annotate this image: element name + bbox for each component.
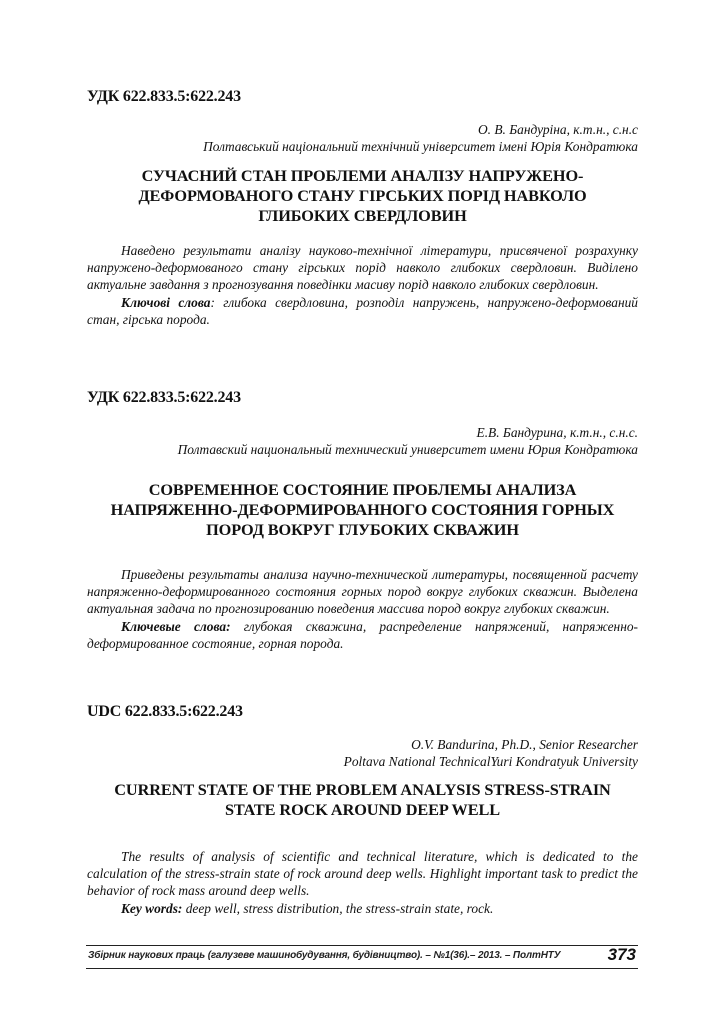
abstract-uk xyxy=(87,242,638,328)
udc-code-uk: УДК 622.833.5:622.243 xyxy=(87,88,241,105)
title-line: НАПРЯЖЕННО-ДЕФОРМИРОВАННОГО СОСТОЯНИЯ ГОРНЫХ xyxy=(110,500,615,519)
title-line: STATE ROCK AROUND DEEP WELL xyxy=(224,800,501,819)
title-line: CURRENT STATE OF THE PROBLEM ANALYSIS STRESS-STRAIN xyxy=(114,780,611,799)
abstract-ru xyxy=(87,566,638,652)
title-line: ПОРОД ВОКРУГ ГЛУБОКИХ СКВАЖИН xyxy=(206,520,519,539)
keywords-label: Ключові слова xyxy=(121,294,211,310)
affiliation-ru: Полтавский национальный технический университет имени Юрия Кондратюка xyxy=(177,442,638,457)
affiliation-en: Poltava National TechnicalYuri Kondratyuk University xyxy=(343,754,638,769)
page-number: 373 xyxy=(607,945,636,964)
title-en xyxy=(87,780,638,820)
journal-citation: Збірник наукових праць (галузеве машинобудування, будівництво). – №1(36).– 2013. – ПолтНТУ xyxy=(88,950,561,961)
page-footer xyxy=(86,945,638,969)
abstract-text: The results of analysis of scientific and technical literature, which is dedicated to the calculation of the stress-strain state of rock around deep wells. Highlight important task to predict the behavior of rock mass around deep wells. xyxy=(87,849,638,899)
affiliation-uk: Полтавський національний технічний університет імені Юрія Кондратюка xyxy=(203,139,638,154)
keywords-text: deep well, stress distribution, the stress-strain state, rock. xyxy=(182,900,494,916)
keywords xyxy=(87,900,638,917)
keywords-label: Key words: xyxy=(121,900,183,916)
udc-code-en: UDC 622.833.5:622.243 xyxy=(87,703,243,720)
keywords-text: : глибока свердловина, розподіл напружень, напружено-деформований стан, гірська порода. xyxy=(87,294,638,327)
title-line: ДЕФОРМОВАНОГО СТАНУ ГІРСЬКИХ ПОРІД НАВКОЛО xyxy=(138,186,587,205)
keywords xyxy=(87,618,638,652)
abstract-en xyxy=(87,848,638,917)
udc-code-ru: УДК 622.833.5:622.243 xyxy=(87,389,241,406)
title-line: СОВРЕМЕННОЕ СОСТОЯНИЕ ПРОБЛЕМЫ АНАЛИЗА xyxy=(148,480,577,499)
keywords xyxy=(87,294,638,328)
author-en: O.V. Bandurina, Ph.D., Senior Researcher xyxy=(411,737,638,752)
abstract-text: Приведены результаты анализа научно-технической литературы, посвященной расчету напряженно-деформированного состояния горных пород вокруг глубоких скважин. Выделена актуальная задача по прогнозированию поведения массива пород вокруг глубоких скважин. xyxy=(87,567,638,617)
keywords-label: Ключевые слова: xyxy=(121,618,231,634)
keywords-text: глубокая скважина, распределение напряжений, напряженно-деформированное состояние, горная порода. xyxy=(87,618,638,651)
title-ru xyxy=(87,480,638,540)
author-ru: Е.В. Бандурина, к.т.н., с.н.с. xyxy=(476,425,638,440)
title-line: СУЧАСНИЙ СТАН ПРОБЛЕМИ АНАЛІЗУ НАПРУЖЕНО- xyxy=(141,166,584,185)
abstract-text: Наведено результати аналізу науково-технічної літератури, присвяченої розрахунку напружено-деформованого стану гірських порід навколо глибоких свердловин. Виділено актуальне завдання з прогнозування поведінки масиву порід навколо глибоких свердловин. xyxy=(87,243,638,293)
author-uk: О. В. Бандуріна, к.т.н., с.н.с xyxy=(478,122,638,137)
title-uk xyxy=(87,166,638,226)
title-line: ГЛИБОКИХ СВЕРДЛОВИН xyxy=(258,206,467,225)
